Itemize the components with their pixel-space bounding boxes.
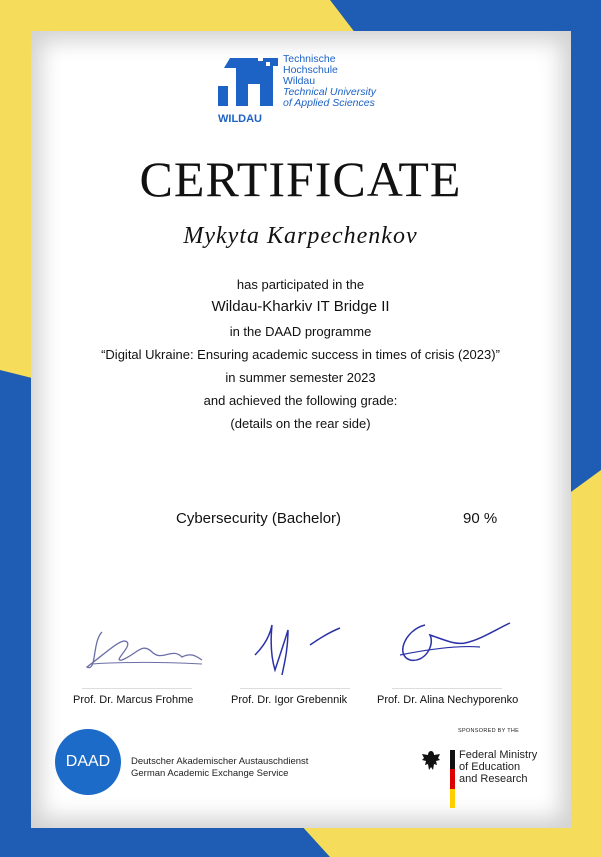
signature-nechyporenko-icon xyxy=(385,615,515,675)
signature-line xyxy=(240,688,350,689)
daad-badge-label: DAAD xyxy=(65,753,111,770)
daad-name xyxy=(131,756,308,780)
daad-line: German Academic Exchange Service xyxy=(131,768,289,779)
signature-line xyxy=(392,688,502,689)
signatory-name: Prof. Dr. Igor Grebennik xyxy=(231,694,348,706)
logo-line: Technische xyxy=(283,53,336,65)
grade-value: 90 % xyxy=(463,510,498,527)
daad-line: Deutscher Akademischer Austauschdienst xyxy=(131,756,309,767)
signature-grebennik-icon xyxy=(250,620,350,680)
recipient-name: Mykyta Karpechenkov xyxy=(183,223,418,249)
programme-text: in the DAAD programme xyxy=(229,324,372,339)
semester-text: in summer semester 2023 xyxy=(225,370,376,385)
details-note: (details on the rear side) xyxy=(230,416,371,431)
programme-name: Wildau-Kharkiv IT Bridge II xyxy=(211,298,390,315)
programme-title: “Digital Ukraine: Ensuring academic success in times of crisis (2023)” xyxy=(101,347,500,362)
logo-line: of Applied Sciences xyxy=(283,97,375,109)
signature-frohme-icon xyxy=(82,622,212,682)
sponsored-label: SPONSORED BY THE xyxy=(458,728,520,734)
signature-line xyxy=(82,688,192,689)
bmbf-line: and Research xyxy=(459,773,528,785)
university-name xyxy=(283,54,403,109)
certificate-title: CERTIFICATE xyxy=(139,151,462,207)
logo-mark: WILDAU xyxy=(218,113,262,125)
signatory-name: Prof. Dr. Alina Nechyporenko xyxy=(377,694,519,706)
signatory-name: Prof. Dr. Marcus Frohme xyxy=(73,694,194,706)
logo-line: Hochschule xyxy=(283,64,338,76)
federal-eagle-icon xyxy=(419,749,443,773)
grade-subject: Cybersecurity (Bachelor) xyxy=(176,510,342,527)
grade-intro-text: and achieved the following grade: xyxy=(203,393,398,408)
bmbf-line: of Education xyxy=(459,761,521,773)
daad-logo xyxy=(55,729,121,795)
bmbf-line: Federal Ministry xyxy=(459,749,538,761)
th-wildau-logo-icon xyxy=(218,56,278,126)
logo-line: Wildau xyxy=(283,75,316,87)
german-flag-icon xyxy=(450,750,455,808)
logo-line: Technical University xyxy=(283,86,376,98)
bmbf-name xyxy=(459,749,537,785)
participation-text: has participated in the xyxy=(236,277,365,292)
